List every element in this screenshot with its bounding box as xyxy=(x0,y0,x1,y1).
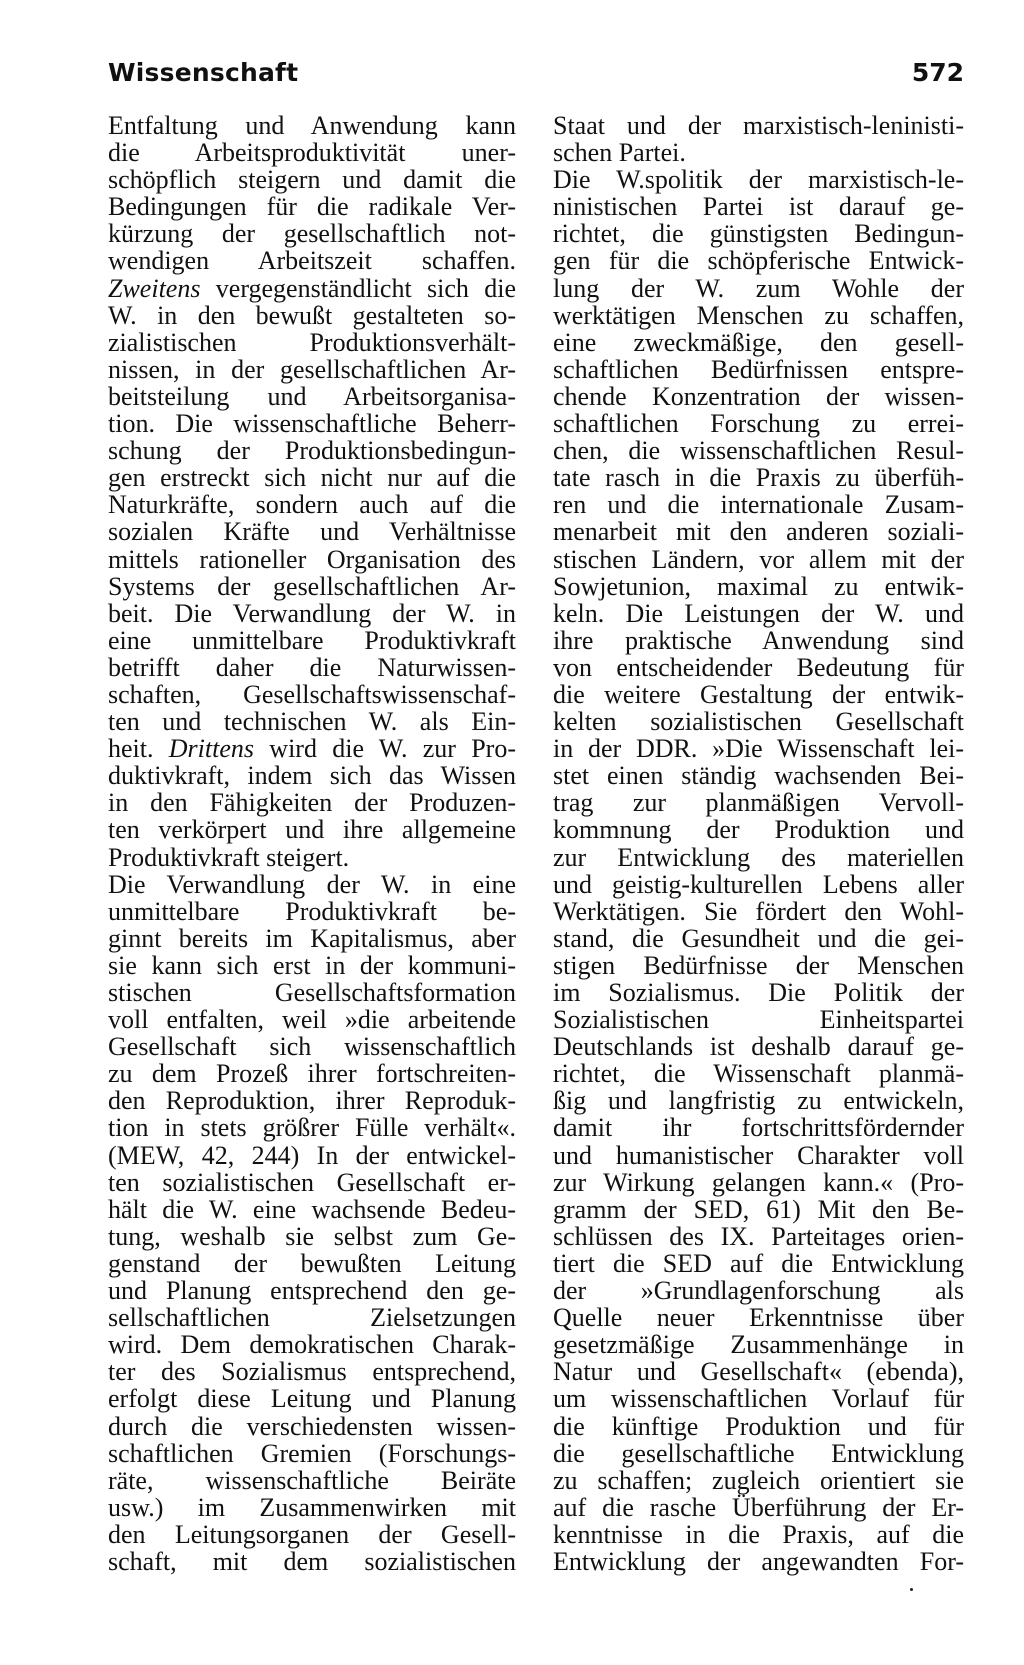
line-text: betrifft daher die Naturwissen- xyxy=(108,652,516,682)
line-text: werktätigen Menschen zu schaffen, xyxy=(553,300,964,330)
line-text: voll entfalten, weil »die arbeitende xyxy=(108,1005,516,1035)
text-line xyxy=(553,1087,964,1114)
text-line xyxy=(553,1467,964,1494)
text-line xyxy=(108,1114,516,1141)
text-line xyxy=(553,464,964,491)
text-line xyxy=(553,735,964,762)
text-line xyxy=(553,1494,964,1521)
text-line xyxy=(108,1223,516,1250)
text-line xyxy=(108,1196,516,1223)
line-text: chende Konzentration der wissen- xyxy=(553,381,964,411)
text-line xyxy=(553,1006,964,1033)
text-line xyxy=(553,871,964,898)
line-text: stischen Ländern, vor allem mit der xyxy=(553,544,964,574)
text-line xyxy=(108,1358,516,1385)
text-line xyxy=(553,491,964,518)
line-text: schlüssen des IX. Parteitages orien- xyxy=(553,1221,964,1251)
line-text: Werktätigen. Sie fördert den Wohl- xyxy=(553,896,964,926)
text-line xyxy=(108,410,516,437)
emphasis-word: Zweitens xyxy=(108,273,201,303)
line-text: schung der Produktionsbedingun- xyxy=(108,436,516,466)
line-text: Die Verwandlung der W. in eine xyxy=(108,869,516,899)
text-line xyxy=(553,979,964,1006)
line-text: kommnung der Produktion und xyxy=(553,815,964,845)
text-line xyxy=(108,329,516,356)
text-line xyxy=(108,1413,516,1440)
text-line xyxy=(553,193,964,220)
text-line xyxy=(553,329,964,356)
text-line xyxy=(108,1142,516,1169)
text-line xyxy=(553,1169,964,1196)
text-line xyxy=(553,898,964,925)
line-text: Sozialistischen Einheitspartei xyxy=(553,1005,964,1035)
text-line xyxy=(108,139,516,166)
text-line xyxy=(108,1087,516,1114)
line-text: stigen Bedürfnisse der Menschen xyxy=(553,950,964,980)
text-line xyxy=(108,979,516,1006)
text-line xyxy=(553,627,964,654)
line-text: vergegenständlicht sich die xyxy=(200,273,516,303)
text-line xyxy=(553,1196,964,1223)
text-line xyxy=(108,952,516,979)
line-text: tion in stets größrer Fülle verhält«. xyxy=(108,1113,516,1143)
text-line xyxy=(553,410,964,437)
line-text: chen, die wissenschaftlichen Resul- xyxy=(553,436,964,466)
text-line xyxy=(553,166,964,193)
print-speck xyxy=(910,1588,913,1591)
text-line xyxy=(108,898,516,925)
line-text: wird. Dem demokratischen Charak- xyxy=(108,1330,516,1360)
text-line xyxy=(553,1277,964,1304)
text-line xyxy=(553,1033,964,1060)
text-line xyxy=(553,1358,964,1385)
line-text: schaften, Gesellschaftswissenschaf- xyxy=(108,679,516,709)
text-line xyxy=(108,789,516,816)
text-line xyxy=(553,546,964,573)
line-text: zur Wirkung gelangen kann.« (Pro- xyxy=(553,1167,964,1197)
text-line xyxy=(553,139,964,166)
running-header xyxy=(108,58,964,94)
line-text: mittels rationeller Organisation des xyxy=(108,544,516,574)
line-text: stet einen ständig wachsenden Bei- xyxy=(553,761,964,791)
text-line xyxy=(108,735,516,762)
line-text: tiert die SED auf die Entwicklung xyxy=(553,1248,964,1278)
page-number: 572 xyxy=(911,58,964,87)
text-line xyxy=(108,600,516,627)
line-text: der »Grundlagenforschung als xyxy=(553,1276,964,1306)
line-text: (MEW, 42, 244) In der entwickel- xyxy=(108,1140,516,1170)
line-text: wendigen Arbeitszeit schaffen. xyxy=(108,246,516,276)
text-line xyxy=(108,925,516,952)
line-text: kürzung der gesellschaftlich not- xyxy=(108,219,516,249)
line-text: räte, wissenschaftliche Beiräte xyxy=(108,1465,516,1495)
text-line xyxy=(553,573,964,600)
text-line xyxy=(108,1385,516,1412)
line-text: ten sozialistischen Gesellschaft er- xyxy=(108,1167,516,1197)
line-text: die Arbeitsproduktivität uner- xyxy=(108,138,516,168)
text-line xyxy=(553,1114,964,1141)
line-text: schen Partei. xyxy=(553,138,686,168)
line-text: die gesellschaftliche Entwicklung xyxy=(553,1438,964,1468)
text-line xyxy=(553,844,964,871)
line-text: menarbeit mit den anderen soziali- xyxy=(553,517,964,547)
text-line xyxy=(553,247,964,274)
text-line xyxy=(108,1250,516,1277)
text-line xyxy=(553,1385,964,1412)
line-text: zur Entwicklung des materiellen xyxy=(553,842,964,872)
text-line xyxy=(553,437,964,464)
line-text: schöpflich steigern und damit die xyxy=(108,165,516,195)
line-text: Natur und Gesellschaft« (ebenda), xyxy=(553,1357,964,1387)
line-text: gesetzmäßige Zusammenhänge in xyxy=(553,1330,964,1360)
line-text: lung der W. zum Wohle der xyxy=(553,273,964,303)
text-line xyxy=(108,1440,516,1467)
line-text: eine unmittelbare Produktivkraft xyxy=(108,625,516,655)
line-text: W. in den bewußt gestalteten so- xyxy=(108,300,516,330)
line-text: Produktivkraft steigert. xyxy=(108,842,350,872)
line-text: Die W.spolitik der marxistisch-le- xyxy=(553,165,964,195)
line-text: kenntnisse in die Praxis, auf die xyxy=(553,1519,964,1549)
line-text: ren und die internationale Zusam- xyxy=(553,490,964,520)
line-text: zu dem Prozeß ihrer fortschreiten- xyxy=(108,1059,516,1089)
line-text: von entscheidender Bedeutung für xyxy=(553,652,964,682)
text-line xyxy=(108,1521,516,1548)
text-line xyxy=(553,220,964,247)
text-line xyxy=(553,952,964,979)
text-line xyxy=(108,1277,516,1304)
line-text: ginnt bereits im Kapitalismus, aber xyxy=(108,923,516,953)
line-text: in den Fähigkeiten der Produzen- xyxy=(108,788,516,818)
text-line xyxy=(553,600,964,627)
running-title: Wissenschaft xyxy=(108,58,299,87)
text-line xyxy=(108,383,516,410)
line-text: usw.) im Zusammenwirken mit xyxy=(108,1492,516,1522)
left-text-column xyxy=(108,112,516,1575)
line-text: schaftlichen Forschung zu errei- xyxy=(553,409,964,439)
text-line xyxy=(108,573,516,600)
text-line xyxy=(553,1521,964,1548)
text-line xyxy=(553,1548,964,1575)
text-line xyxy=(108,816,516,843)
text-line xyxy=(108,1548,516,1575)
line-text: Bedingungen für die radikale Ver- xyxy=(108,192,516,222)
text-line xyxy=(553,1223,964,1250)
line-text: erfolgt diese Leitung und Planung xyxy=(108,1384,516,1414)
text-line xyxy=(553,302,964,329)
line-text: trag zur planmäßigen Vervoll- xyxy=(553,788,964,818)
text-line xyxy=(553,681,964,708)
text-line xyxy=(108,708,516,735)
line-text: im Sozialismus. Die Politik der xyxy=(553,978,964,1007)
text-line xyxy=(108,1169,516,1196)
line-text: Quelle neuer Erkenntnisse über xyxy=(553,1303,964,1333)
line-text: ßig und langfristig zu entwickeln, xyxy=(553,1086,964,1116)
right-text-column xyxy=(553,112,964,1575)
text-line xyxy=(553,925,964,952)
text-line xyxy=(108,247,516,274)
text-line xyxy=(108,302,516,329)
line-text: richtet, die Wissenschaft planmä- xyxy=(553,1059,964,1089)
text-line xyxy=(108,681,516,708)
text-line xyxy=(108,1006,516,1033)
text-line xyxy=(108,491,516,518)
line-text: ten und technischen W. als Ein- xyxy=(108,707,516,737)
line-text: gramm der SED, 61) Mit den Be- xyxy=(553,1194,964,1224)
text-line xyxy=(553,275,964,302)
line-text: den Reproduktion, ihrer Reproduk- xyxy=(108,1086,516,1116)
text-line xyxy=(553,1440,964,1467)
line-text: sozialen Kräfte und Verhältnisse xyxy=(108,517,516,547)
line-text: Systems der gesellschaftlichen Ar- xyxy=(108,571,516,601)
line-text: in der DDR. »Die Wissenschaft lei- xyxy=(553,734,964,764)
text-line xyxy=(553,1060,964,1087)
line-text: tung, weshalb sie selbst zum Ge- xyxy=(108,1221,516,1251)
text-line xyxy=(108,654,516,681)
line-text: stischen Gesellschaftsformation xyxy=(108,978,516,1007)
line-text: duktivkraft, indem sich das Wissen xyxy=(108,761,516,791)
line-text: damit ihr fortschrittsfördernder xyxy=(553,1113,964,1143)
line-prefix: heit. xyxy=(108,734,169,764)
line-text: und Planung entsprechend den ge- xyxy=(108,1276,516,1306)
emphasis-word: Drittens xyxy=(168,734,255,764)
line-text: Staat und der marxistisch-leninisti- xyxy=(553,111,964,140)
text-line xyxy=(108,844,516,871)
line-text: Deutschlands ist deshalb darauf ge- xyxy=(553,1032,964,1062)
line-text: genstand der bewußten Leitung xyxy=(108,1248,516,1278)
line-text: eine zweckmäßige, den gesell- xyxy=(553,327,964,357)
text-line xyxy=(108,762,516,789)
text-line xyxy=(553,1413,964,1440)
text-line xyxy=(108,166,516,193)
text-line xyxy=(108,1331,516,1358)
text-line xyxy=(108,356,516,383)
text-line xyxy=(553,1304,964,1331)
line-text: sellschaftlichen Zielsetzungen xyxy=(108,1303,516,1333)
line-text: durch die verschiedensten wissen- xyxy=(108,1411,516,1441)
line-text: stand, die Gesundheit und die gei- xyxy=(553,923,964,953)
line-text: zu schaffen; zugleich orientiert sie xyxy=(553,1465,964,1495)
line-text: ter des Sozialismus entsprechend, xyxy=(108,1357,516,1387)
line-text: beit. Die Verwandlung der W. in xyxy=(108,598,516,628)
text-line xyxy=(553,1250,964,1277)
text-line xyxy=(108,518,516,545)
text-line xyxy=(108,871,516,898)
line-text: die künftige Produktion und für xyxy=(553,1411,964,1441)
text-line xyxy=(553,708,964,735)
text-line xyxy=(108,193,516,220)
line-text: Sowjetunion, maximal zu entwik- xyxy=(553,571,964,601)
line-text: Entfaltung und Anwendung kann xyxy=(108,111,516,140)
text-line xyxy=(108,627,516,654)
text-line xyxy=(553,762,964,789)
line-text: auf die rasche Überführung der Er- xyxy=(553,1492,964,1522)
line-text: gen erstreckt sich nicht nur auf die xyxy=(108,463,516,493)
line-text: um wissenschaftlichen Vorlauf für xyxy=(553,1384,964,1414)
text-line xyxy=(553,112,964,139)
text-line xyxy=(108,1304,516,1331)
line-text: tion. Die wissenschaftliche Beherr- xyxy=(108,409,516,439)
line-text: richtet, die günstigsten Bedingun- xyxy=(553,219,964,249)
line-text: ninistischen Partei ist darauf ge- xyxy=(553,192,964,222)
line-text: schaftlichen Bedürfnissen entspre- xyxy=(553,354,964,384)
text-line xyxy=(553,383,964,410)
line-text: keln. Die Leistungen der W. und xyxy=(553,598,964,628)
text-line xyxy=(553,789,964,816)
text-line xyxy=(108,1060,516,1087)
line-text: Gesellschaft sich wissenschaftlich xyxy=(108,1032,516,1062)
line-text: ihre praktische Anwendung sind xyxy=(553,625,964,655)
line-text: tate rasch in die Praxis zu überfüh- xyxy=(553,463,964,493)
line-text: sie kann sich erst in der kommuni- xyxy=(108,950,516,980)
text-line xyxy=(108,437,516,464)
text-line xyxy=(553,518,964,545)
line-text: schaft, mit dem sozialistischen xyxy=(108,1546,516,1576)
text-line xyxy=(108,1494,516,1521)
line-text: beitsteilung und Arbeitsorganisa- xyxy=(108,381,516,411)
line-text: und humanistischer Charakter voll xyxy=(553,1140,964,1170)
line-text: gen für die schöpferische Entwick- xyxy=(553,246,964,276)
line-text: und geistig-kulturellen Lebens aller xyxy=(553,869,964,899)
text-line xyxy=(108,112,516,139)
text-line xyxy=(108,464,516,491)
text-line xyxy=(108,546,516,573)
text-line xyxy=(108,275,516,302)
text-line xyxy=(108,1033,516,1060)
line-text: schaftlichen Gremien (Forschungs- xyxy=(108,1438,516,1468)
text-line xyxy=(553,816,964,843)
text-line xyxy=(553,1331,964,1358)
line-text: wird die W. zur Pro- xyxy=(254,734,516,764)
line-text: nissen, in der gesellschaftlichen Ar- xyxy=(108,354,516,384)
line-text: unmittelbare Produktivkraft be- xyxy=(108,896,516,926)
line-text: Naturkräfte, sondern auch auf die xyxy=(108,490,516,520)
line-text: die weitere Gestaltung der entwik- xyxy=(553,679,964,709)
text-line xyxy=(108,1467,516,1494)
text-line xyxy=(108,220,516,247)
line-text: ten verkörpert und ihre allgemeine xyxy=(108,815,516,845)
line-text: den Leitungsorganen der Gesell- xyxy=(108,1519,516,1549)
line-text: zialistischen Produktionsverhält- xyxy=(108,327,516,357)
text-line xyxy=(553,1142,964,1169)
text-line xyxy=(553,356,964,383)
text-line xyxy=(553,654,964,681)
line-text: hält die W. eine wachsende Bedeu- xyxy=(108,1194,516,1224)
line-text: kelten sozialistischen Gesellschaft xyxy=(553,707,964,737)
line-text: Entwicklung der angewandten For- xyxy=(553,1546,964,1576)
